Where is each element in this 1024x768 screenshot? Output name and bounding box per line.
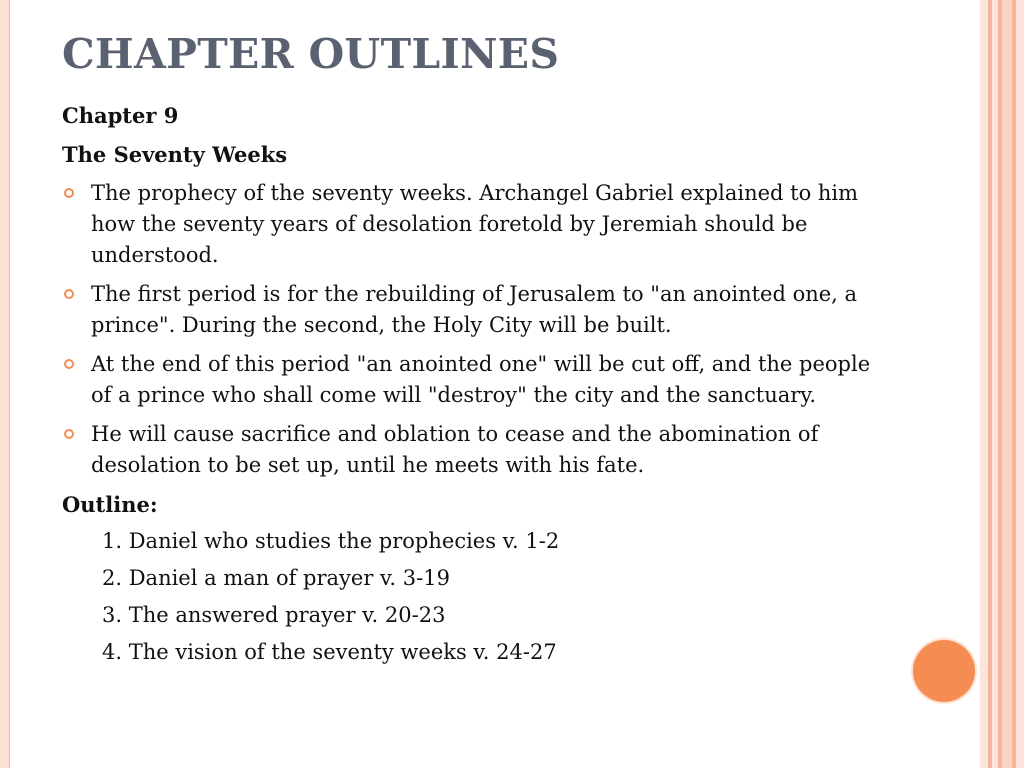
stripe (980, 0, 988, 768)
bullet-item (62, 419, 872, 481)
stripe (1016, 0, 1024, 768)
stripe (1002, 0, 1012, 768)
outline-item: 2. Daniel a man of prayer v. 3-19 (102, 566, 450, 590)
circle-bullet-icon (64, 188, 74, 198)
circle-bullet-icon (64, 429, 74, 439)
outline-item: 4. The vision of the seventy weeks v. 24-27 (102, 640, 557, 664)
bullet-text: The first period is for the rebuilding of Jerusalem to "an anointed one, a prince". During the second, the Holy City will be built. (91, 282, 858, 337)
bullet-text: He will cause sacrifice and oblation to cease and the abomination of desolation to be set up, until he meets with his fate. (91, 422, 819, 477)
outline-list (62, 526, 872, 668)
bullet-text: The prophecy of the seventy weeks. Archangel Gabriel explained to him how the seventy years of desolation foretold by Jeremiah should be understood. (91, 181, 859, 267)
bullet-text: At the end of this period "an anointed one" will be cut off, and the people of a prince who shall come will "destroy" the city and the sanctuary. (91, 352, 871, 407)
outline-item: 3. The answered prayer v. 20-23 (102, 603, 446, 627)
bullet-item (62, 349, 872, 411)
circle-bullet-icon (64, 289, 74, 299)
left-border-decoration (0, 0, 10, 768)
outline-item: 1. Daniel who studies the prophecies v. 1-2 (102, 529, 560, 553)
right-stripes-decoration (980, 0, 1024, 768)
orange-circle-decoration (913, 640, 975, 702)
bullet-list (62, 178, 872, 481)
circle-bullet-icon (64, 359, 74, 369)
page-title: CHAPTER OUTLINES (62, 30, 560, 78)
chapter-heading: Chapter 9 (62, 103, 179, 128)
outline-heading: Outline: (62, 492, 158, 517)
slide-content (62, 100, 872, 674)
bullet-item (62, 178, 872, 271)
chapter-subtitle: The Seventy Weeks (62, 142, 288, 167)
bullet-item (62, 279, 872, 341)
